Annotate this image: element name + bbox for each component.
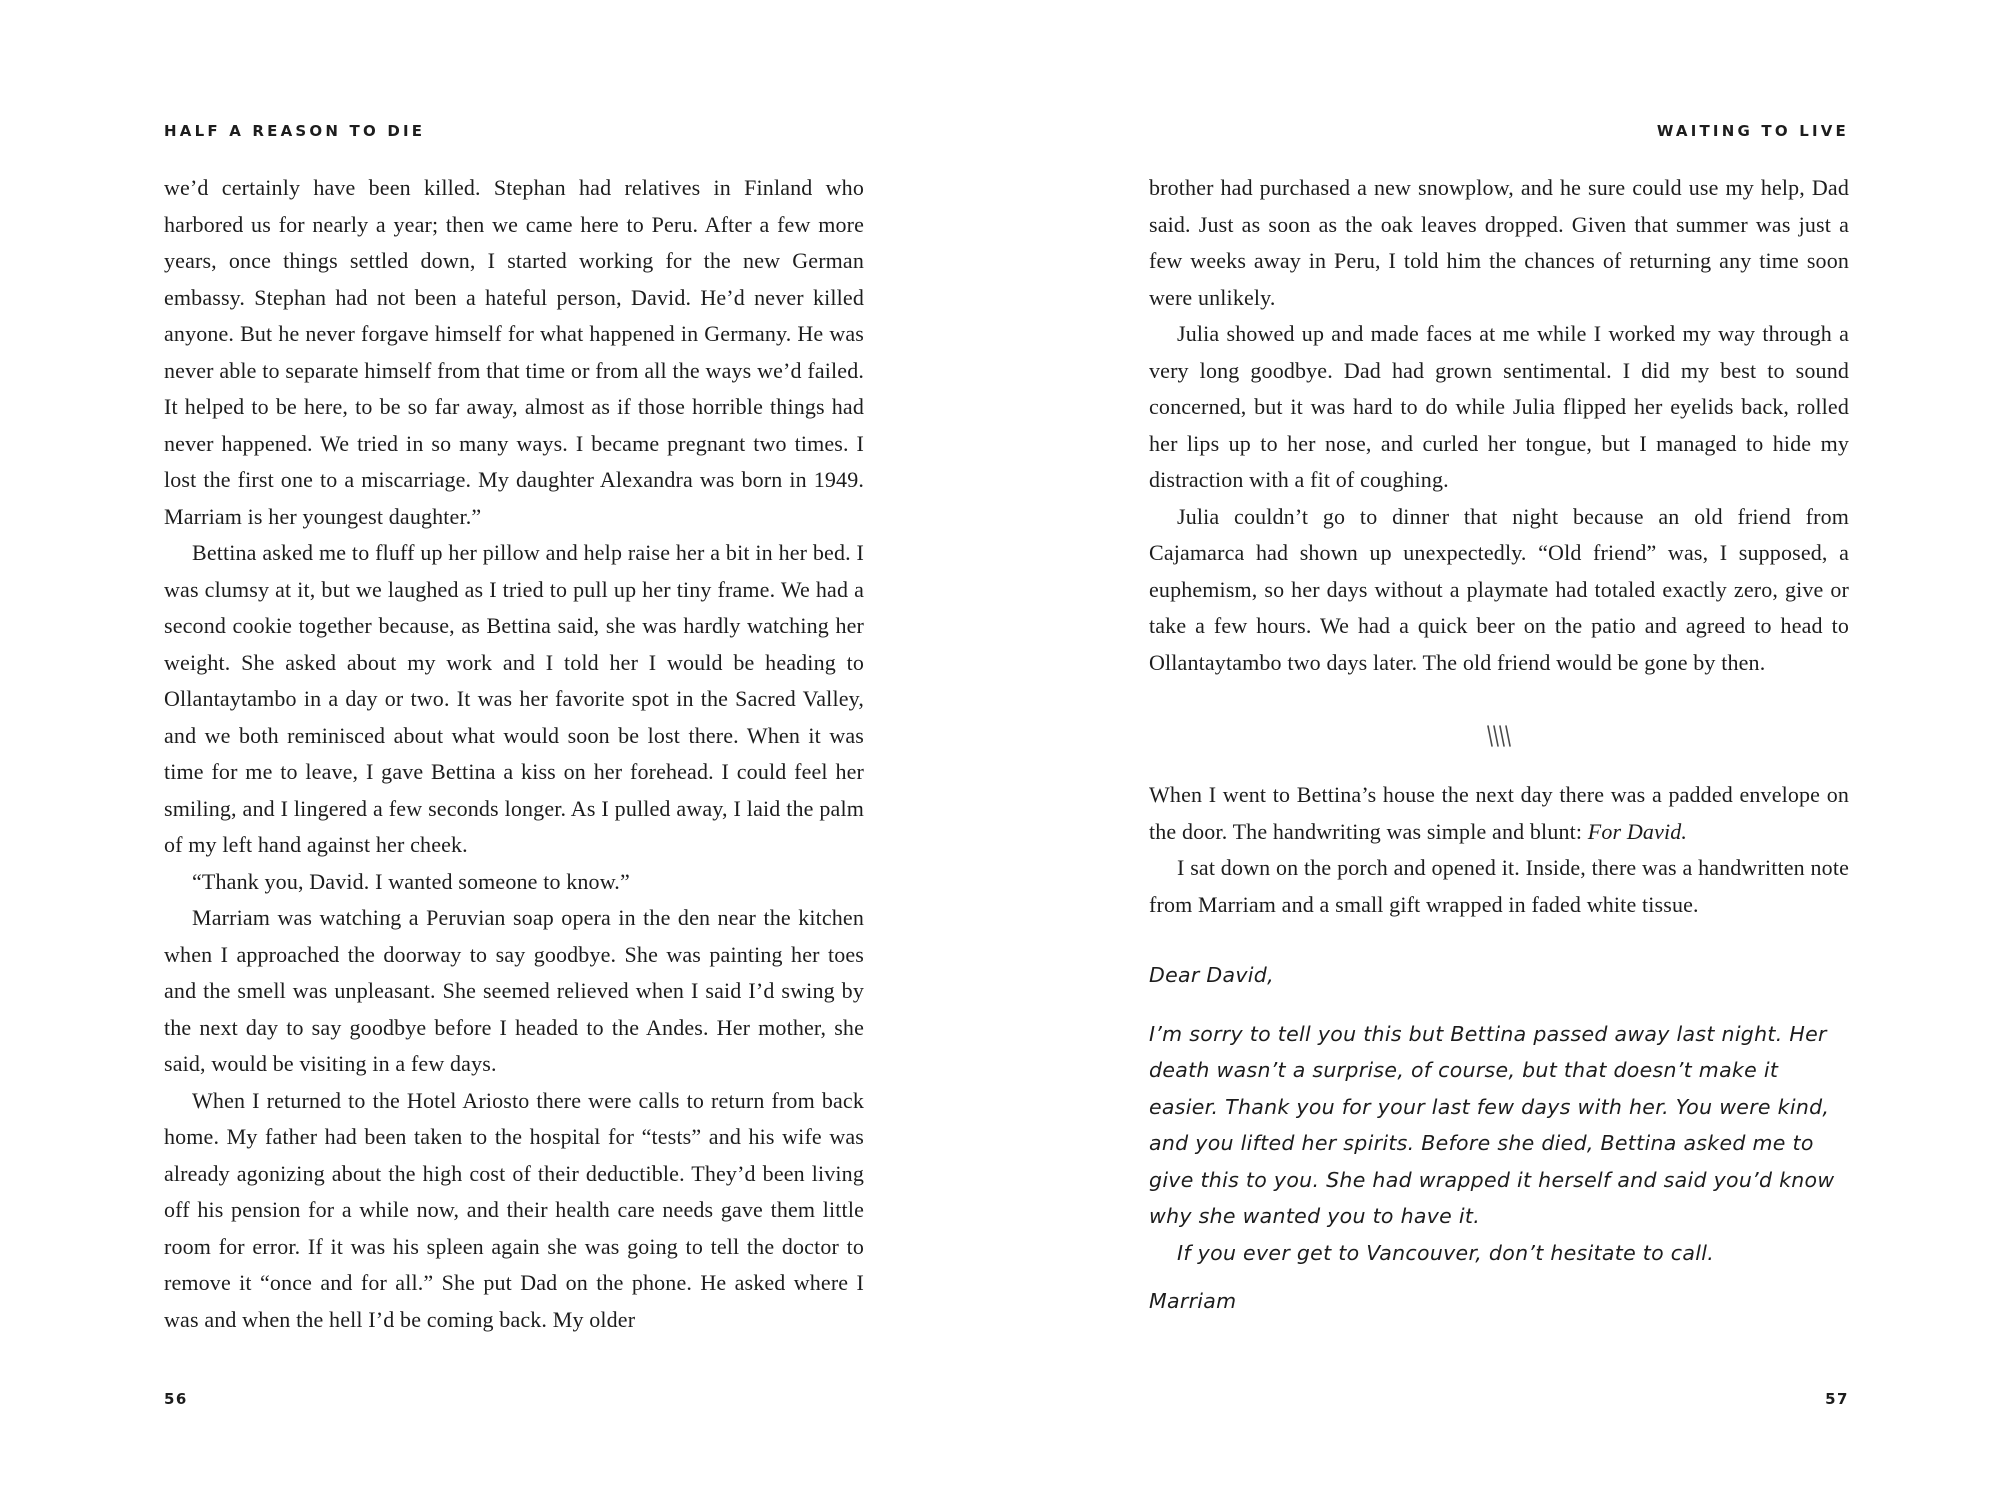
paragraph: we’d certainly have been killed. Stephan had relatives in Finland who harbored us for nearly a year; then we came here to Peru. After a few more years, once things settled down, I started working for the new German embassy. Stephan had not been a hateful person, David. He’d never killed anyone. But he never forgave himself for what happened in Germany. He was never able to separate himself from that time or from all the ways we’d failed. It helped to be here, to be so far away, almost as if those horrible things had never happened. We tried in so many ways. I became pregnant two times. I lost the first one to a miscarriage. My daughter Alexandra was born in 1949. Marriam is her youngest daughter.” [164,175,864,529]
paragraph: brother had purchased a new snowplow, and he sure could use my help, Dad said. Just as soon as the oak leaves dropped. Given that summer was just a few weeks away in Peru, I told him the chances of returning any time soon were unlikely. [1149,175,1849,310]
paragraph: I sat down on the porch and opened it. Inside, there was a handwritten note from Marriam and a small gift wrapped in faded white tissue. [1149,855,1849,917]
right-page [1149,0,1849,1510]
handwritten-letter [1149,957,1849,1320]
letter-signature: Marriam [1149,1289,1237,1313]
running-head-left: HALF A REASON TO DIE [164,122,426,140]
paragraph [1149,777,1849,850]
paragraph: Julia couldn’t go to dinner that night because an old friend from Cajamarca had shown up unexpectedly. “Old friend” was, I supposed, a euphemism, so her days without a playmate had totaled exactly zero, give or take a few hours. We had a quick beer on the patio and agreed to head to Ollantaytambo two days later. The old friend would be gone by then. [1149,503,1849,675]
right-page-body [1149,170,1849,1320]
paragraph: Marriam was watching a Peruvian soap opera in the den near the kitchen when I approached the doorway to say goodbye. She was painting her toes and the smell was unpleasant. She seemed relieved when I said I’d swing by the next day to say goodbye before I headed to the Andes. Her mother, she said, would be visiting in a few days. [164,905,864,1076]
letter-postscript: If you ever get to Vancouver, don’t hesitate to call. [1177,1240,1715,1265]
paragraph: Julia showed up and made faces at me while I worked my way through a very long goodbye. Dad had grown sentimental. I did my best to sound concerned, but it was hard to do while Julia flipped her eyelids back, rolled her lips up to her nose, and curled her tongue, but I managed to hide my distraction with a fit of coughing. [1149,321,1849,492]
paragraph: Bettina asked me to fluff up her pillow and help raise her a bit in her bed. I was clumsy at it, but we laughed as I tried to pull up her tiny frame. We had a second cookie together because, as Bettina said, she was hardly watching her weight. She asked about my work and I told her I would be heading to Ollantaytambo in a day or two. It was her favorite spot in the Sacred Valley, and we both reminisced about what would soon be lost there. When it was time for me to leave, I gave Bettina a kiss on her forehead. I could feel her smiling, and I lingered a few seconds longer. As I pulled away, I laid the palm of my left hand against her cheek. [164,540,864,857]
letter-salutation: Dear David, [1149,963,1274,987]
page-number-right: 57 [1825,1390,1849,1408]
letter-body: I’m sorry to tell you this but Bettina passed away last night. Her death wasn’t a surprise, of course, but that doesn’t make it easier. Thank you for your last few days with her. You were kind, and you lifted her spirits. Before she died, Bettina asked me to give this to you. She had wrapped it herself and said you’d know why she wanted you to have it. [1149,1021,1835,1228]
tally-marks-icon [1484,724,1514,748]
section-break [1149,723,1849,747]
left-page [164,0,864,1510]
envelope-inscription: For David. [1587,818,1688,844]
paragraph: “Thank you, David. I wanted someone to know.” [192,868,630,894]
running-head-right: WAITING TO LIVE [1656,122,1849,140]
paragraph: When I returned to the Hotel Ariosto there were calls to return from back home. My father had been taken to the hospital for “tests” and his wife was already agonizing about the high cost of their deductible. They’d been living off his pension for a while now, and their health care needs gave them little room for error. If it was his spleen again she was going to tell the doctor to remove it “once and for all.” She put Dad on the phone. He asked where I was and when the hell I’d be coming back. My older [164,1087,864,1332]
paragraph-text: When I went to Bettina’s house the next day there was a padded envelope on the door. The handwriting was simple and blunt: [1149,782,1849,844]
left-page-body [164,170,864,1338]
page-number-left: 56 [164,1390,188,1408]
